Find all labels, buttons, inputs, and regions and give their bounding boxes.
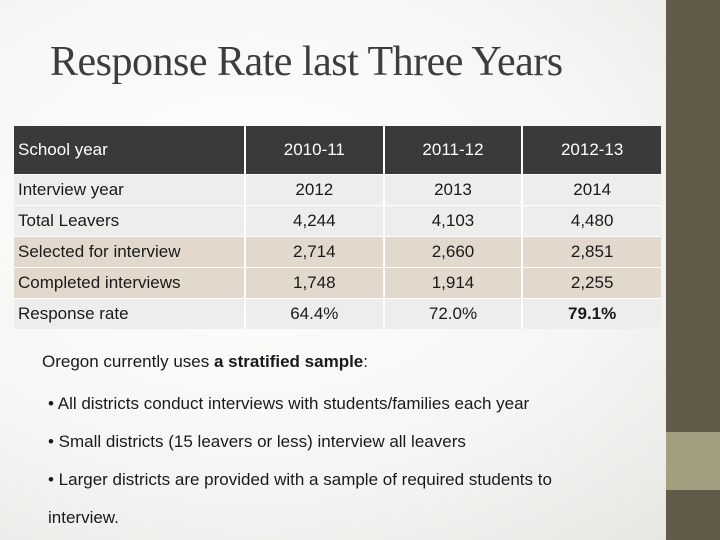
table-row-response-rate	[14, 299, 661, 330]
intro-emphasis: a stratified sample	[213, 352, 364, 371]
response-rate-table	[14, 126, 661, 329]
notes-intro	[42, 352, 368, 372]
bullet-item: • Small districts (15 leavers or less) interview all leavers	[48, 432, 466, 451]
table-row-total-leavers	[14, 206, 661, 237]
table-row-completed-interviews	[14, 268, 661, 299]
bullet-item: • All districts conduct interviews with students/families each year	[48, 394, 530, 413]
intro-punctuation: :	[363, 352, 368, 371]
table-cell: 2012	[245, 175, 384, 206]
row-label: Response rate	[14, 299, 245, 330]
row-label: Completed interviews	[14, 268, 245, 299]
table-row-interview-year	[14, 175, 661, 206]
table-cell: 2,714	[245, 237, 384, 268]
table-cell: 2,851	[522, 237, 661, 268]
right-decorative-accent	[666, 432, 720, 490]
table-cell: 2,660	[384, 237, 523, 268]
table-cell-highlight: 79.1%	[522, 299, 661, 330]
table-cell: 4,103	[384, 206, 523, 237]
row-label: Selected for interview	[14, 237, 245, 268]
table-cell: 2,255	[522, 268, 661, 299]
column-header-2012-13: 2012-13	[522, 126, 661, 175]
table-cell: 2014	[522, 175, 661, 206]
table-cell: 1,748	[245, 268, 384, 299]
table-cell: 72.0%	[384, 299, 523, 330]
table-cell: 64.4%	[245, 299, 384, 330]
slide-title: Response Rate last Three Years	[50, 39, 563, 85]
table-row-selected-for-interview	[14, 237, 661, 268]
bullet-item: • Larger districts are provided with a sample of required students to	[48, 470, 552, 489]
table-cell: 4,480	[522, 206, 661, 237]
table-cell: 4,244	[245, 206, 384, 237]
row-label: Interview year	[14, 175, 245, 206]
row-label: Total Leavers	[14, 206, 245, 237]
table-cell: 1,914	[384, 268, 523, 299]
table-header-row	[14, 126, 661, 175]
bullet-continuation: interview.	[48, 508, 119, 527]
intro-text: Oregon currently uses	[42, 352, 214, 371]
column-header-2011-12: 2011-12	[384, 126, 523, 175]
column-header-school-year: School year	[14, 126, 245, 175]
column-header-2010-11: 2010-11	[245, 126, 384, 175]
table-cell: 2013	[384, 175, 523, 206]
